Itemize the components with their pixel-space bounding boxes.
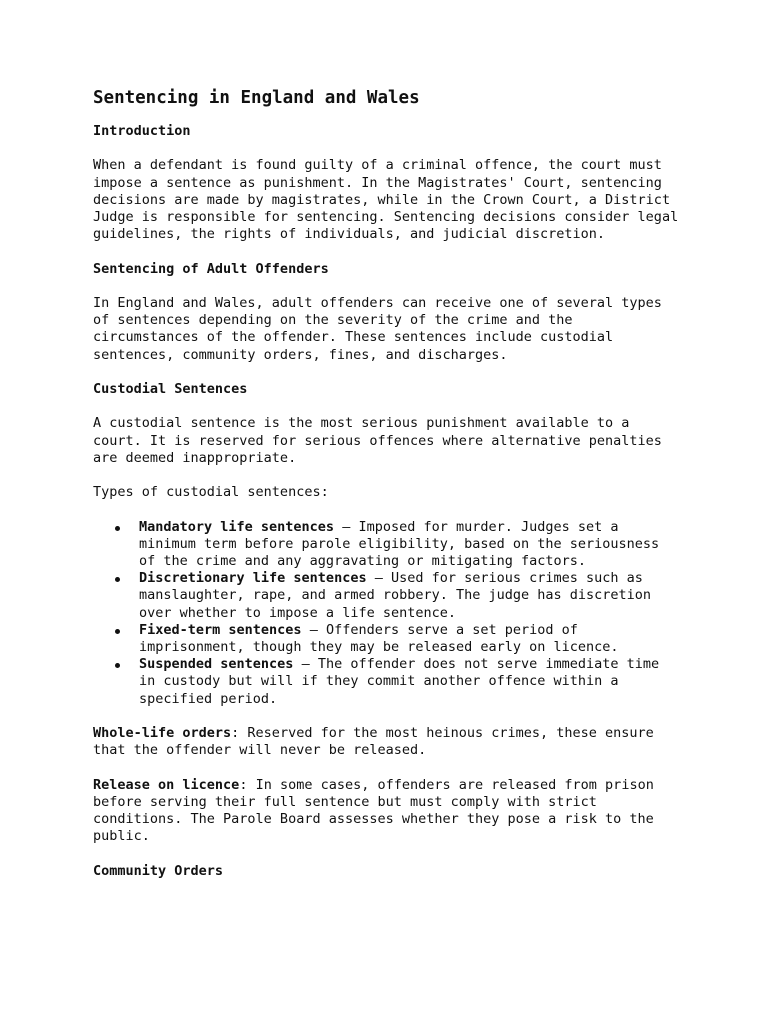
list-item	[139, 570, 683, 622]
list-item-term: Mandatory life sentences	[139, 518, 335, 535]
list-item-description: – Offenders serve a set period of imprisonment, though they may be released early on licence.	[139, 621, 619, 655]
whole-life-orders-term: Whole-life orders	[93, 724, 232, 741]
paragraph-adult-offenders: In England and Wales, adult offenders can receive one of several types of sentences depending on the severity of the crime and the circumstances of the offender. These sentences include custodial sentences, community orders, fines, and discharges.	[93, 294, 662, 363]
list-item	[139, 519, 683, 571]
list-item	[139, 656, 683, 708]
list-item-description: – Used for serious crimes such as manslaughter, rape, and armed robbery. The judge has discretion over whether to impose a life sentence.	[139, 570, 652, 621]
bullet-icon	[115, 663, 120, 668]
whole-life-orders-text: : Reserved for the most heinous crimes, these ensure that the offender will never be released.	[93, 724, 654, 759]
release-on-licence-term: Release on licence	[93, 776, 240, 793]
list-item-term: Fixed-term sentences	[139, 621, 302, 638]
paragraph-custodial-sentences: A custodial sentence is the most serious punishment available to a court. It is reserved for serious offences where alternative penalties are deemed inappropriate.	[93, 415, 662, 466]
list-item-description: – Imposed for murder. Judges set a minimum term before parole eligibility, based on the seriousness of the crime and any aggravating or mitigating factors.	[139, 518, 660, 569]
page-title: Sentencing in England and Wales	[93, 88, 420, 108]
paragraph-introduction: When a defendant is found guilty of a criminal offence, the court must impose a sentence as punishment. In the Magistrates' Court, sentencing decisions are made by magistrates, while in the Crown Court, a District Judge is responsible for sentencing. Sentencing decisions consider legal guidelines, the rights of individuals, and judicial discretion.	[93, 157, 679, 243]
bullet-icon	[115, 629, 120, 634]
paragraph-whole-life-orders	[93, 725, 683, 759]
heading-adult-offenders: Sentencing of Adult Offenders	[93, 260, 329, 277]
document-page	[93, 86, 683, 897]
heading-introduction: Introduction	[93, 123, 191, 139]
list-item-description: – The offender does not serve immediate time in custody but will if they commit another offence within a specified period.	[139, 656, 660, 707]
custodial-types-intro: Types of custodial sentences:	[93, 484, 329, 501]
heading-custodial-sentences: Custodial Sentences	[93, 380, 248, 397]
bullet-icon	[115, 577, 120, 582]
list-item-term: Suspended sentences	[139, 656, 294, 673]
heading-community-orders: Community Orders	[93, 862, 224, 879]
bullet-icon	[115, 526, 120, 531]
custodial-types-list	[93, 519, 683, 708]
list-item	[139, 622, 683, 656]
paragraph-release-on-licence	[93, 777, 683, 846]
list-item-term: Discretionary life sentences	[139, 570, 367, 587]
release-on-licence-text: : In some cases, offenders are released from prison before serving their full sentence but must comply with strict conditions. The Parole Board assesses whether they pose a risk to the public.	[93, 776, 654, 845]
